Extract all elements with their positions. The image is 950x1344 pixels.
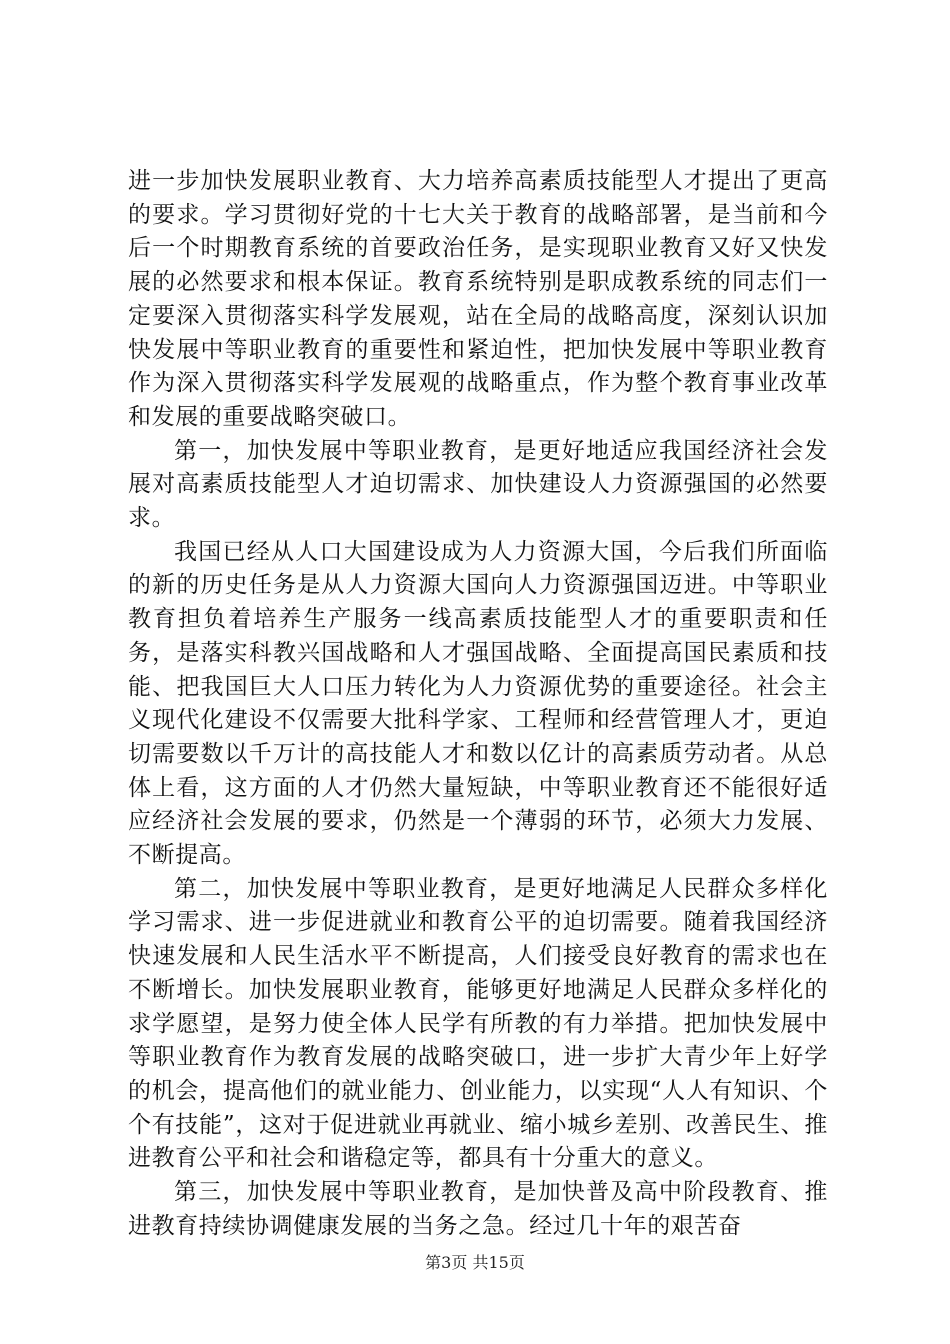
document-body	[128, 165, 828, 1244]
paragraph-point-one: 第一，加快发展中等职业教育，是更好地适应我国经济社会发展对高素质技能型人才迫切需求、加快建设人力资源强国的必然要求。	[128, 437, 828, 532]
page-footer	[0, 1253, 950, 1273]
page-number: 第3页	[425, 1253, 468, 1272]
paragraph-point-two: 第二，加快发展中等职业教育，是更好地满足人民群众多样化学习需求、进一步促进就业和教育公平的迫切需要。随着我国经济快速发展和人民生活水平不断提高，人们接受良好教育的需求也在不断增长。加快发展职业教育，能够更好地满足人民群众多样化的求学愿望，是努力使全体人民学有所教的有力举措。把加快发展中等职业教育作为教育发展的战略突破口，进一步扩大青少年上好学的机会，提高他们的就业能力、创业能力，以实现“人人有知识、个个有技能”，这对于促进就业再就业、缩小城乡差别、改善民生、推进教育公平和社会和谐稳定等，都具有十分重大的意义。	[128, 875, 828, 1172]
page-total: 共15页	[472, 1253, 525, 1272]
paragraph-human-resources: 我国已经从人口大国建设成为人力资源大国，今后我们所面临的新的历史任务是从人力资源大国向人力资源强国迈进。中等职业教育担负着培养生产服务一线高素质技能型人才的重要职责和任务，是落实科教兴国战略和人才强国战略、全面提高国民素质和技能、把我国巨大人口压力转化为人力资源优势的重要途径。社会主义现代化建设不仅需要大批科学家、工程师和经营管理人才，更迫切需要数以千万计的高技能人才和数以亿计的高素质劳动者。从总体上看，这方面的人才仍然大量短缺，中等职业教育还不能很好适应经济社会发展的要求，仍然是一个薄弱的环节，必须大力发展、不断提高。	[128, 538, 828, 869]
paragraph-point-three: 第三，加快发展中等职业教育，是加快普及高中阶段教育、推进教育持续协调健康发展的当务之急。经过几十年的艰苦奋	[128, 1179, 828, 1239]
paragraph-intro-continued: 进一步加快发展职业教育、大力培养高素质技能型人才提出了更高的要求。学习贯彻好党的十七大关于教育的战略部署，是当前和今后一个时期教育系统的首要政治任务，是实现职业教育又好又快发展的必然要求和根本保证。教育系统特别是职成教系统的同志们一定要深入贯彻落实科学发展观，站在全局的战略高度，深刻认识加快发展中等职业教育的重要性和紧迫性，把加快发展中等职业教育作为深入贯彻落实科学发展观的战略重点，作为整个教育事业改革和发展的重要战略突破口。	[128, 168, 828, 430]
